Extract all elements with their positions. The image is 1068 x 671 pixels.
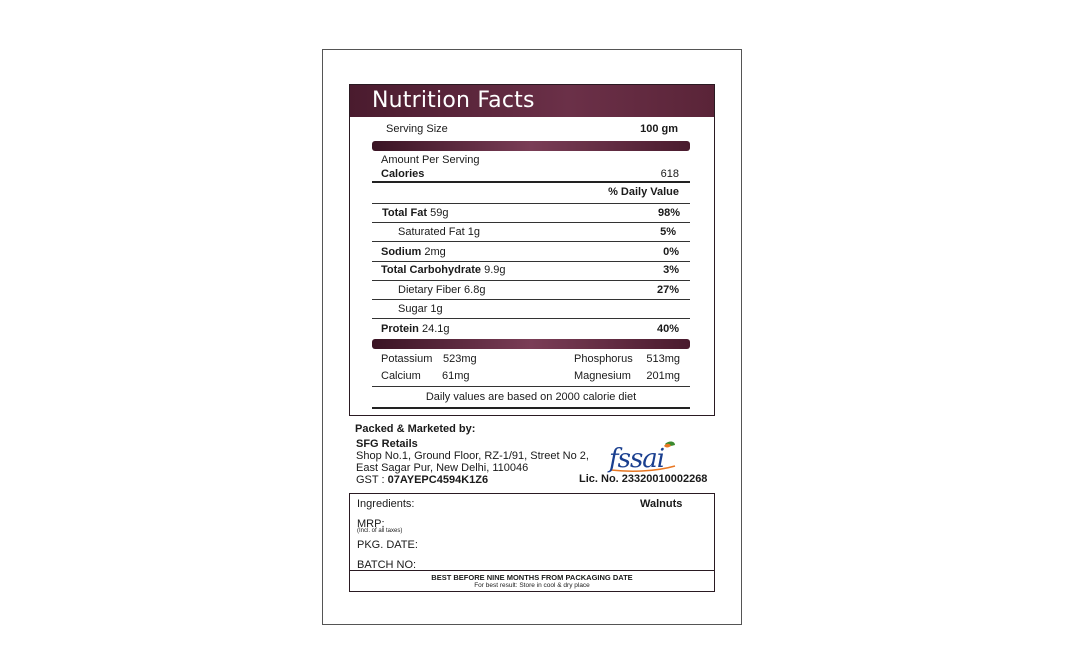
- divider-line: [372, 241, 690, 242]
- nutrient-label: Dietary Fiber: [398, 284, 465, 296]
- divider-line: [372, 318, 690, 319]
- divider-line: [350, 570, 714, 571]
- daily-value-header: % Daily Value: [608, 186, 679, 198]
- divider-line: [372, 222, 690, 223]
- fssai-wordmark: fssai: [609, 444, 665, 474]
- nutrient-label: Protein: [381, 323, 422, 335]
- nutrient-daily-value: 0%: [663, 246, 679, 258]
- mrp-note: (Incl. of all taxes): [357, 528, 403, 534]
- nutrient-amount: 24.1g: [421, 323, 450, 335]
- nutrient-amount: 6.8g: [464, 284, 486, 296]
- nutrient-daily-value: 5%: [660, 226, 676, 238]
- nutrition-facts-title: Nutrition Facts: [372, 88, 535, 113]
- gst-label: GST :: [356, 474, 388, 486]
- mineral-calcium: [381, 369, 521, 383]
- mineral-label: Calcium: [381, 370, 421, 382]
- divider-bar-bottom: [372, 339, 690, 349]
- calories-label: Calories: [381, 168, 425, 180]
- divider-line: [372, 386, 690, 387]
- nutrient-daily-value: 27%: [656, 284, 679, 296]
- product-info-box: [349, 493, 715, 592]
- serving-size-value: 100 gm: [640, 123, 678, 135]
- mineral-label: Magnesium: [574, 370, 631, 382]
- nutrient-amount: 9.9g: [484, 264, 506, 276]
- gst-row: [356, 474, 488, 486]
- nutrition-facts-panel: [349, 84, 715, 416]
- divider-line: [372, 203, 690, 204]
- batch-label: BATCH NO:: [357, 559, 417, 571]
- nutrient-amount: 2mg: [424, 246, 446, 258]
- nutrient-label: Sodium: [381, 246, 425, 258]
- mineral-label: Phosphorus: [574, 353, 633, 365]
- nutrient-daily-value: 40%: [656, 323, 679, 335]
- nutrient-row-total-fat: [382, 206, 680, 220]
- daily-value-footnote: Daily values are based on 2000 calorie diet: [425, 391, 637, 403]
- nutrient-amount: 1g: [430, 303, 443, 315]
- nutrient-amount: 59g: [430, 207, 449, 219]
- nutrient-row-sodium: [381, 245, 679, 259]
- divider-line: [372, 280, 690, 281]
- mineral-value: 201mg: [646, 370, 680, 382]
- nutrient-label: Saturated Fat: [398, 226, 468, 238]
- best-before-text: BEST BEFORE NINE MONTHS FROM PACKAGING DATE: [431, 573, 633, 582]
- mineral-value: 523mg: [443, 353, 477, 365]
- divider-line: [372, 299, 690, 300]
- nutrient-amount: 1g: [467, 226, 480, 238]
- mineral-magnesium: [574, 369, 680, 383]
- mineral-value: 61mg: [442, 370, 470, 382]
- address-line-2: East Sagar Pur, New Delhi, 110046: [356, 462, 529, 474]
- mineral-potassium: [381, 352, 521, 366]
- mineral-phosphorus: [574, 352, 680, 366]
- serving-size-label: Serving Size: [386, 123, 448, 135]
- nutrient-label: Total Fat: [382, 207, 431, 219]
- gst-value: 07AYEPC4594K1Z6: [387, 474, 489, 486]
- product-label: [322, 49, 742, 625]
- nutrient-daily-value: 3%: [663, 264, 679, 276]
- divider-bar-top: [372, 141, 690, 151]
- calories-value: 618: [660, 168, 679, 180]
- ingredients-value: Walnuts: [640, 498, 683, 510]
- address-line-1: Shop No.1, Ground Floor, RZ-1/91, Street No 2,: [356, 450, 589, 462]
- nutrient-label: Sugar: [398, 303, 431, 315]
- divider-line: [372, 181, 690, 183]
- company-name: SFG Retails: [356, 438, 418, 450]
- nutrient-row-protein: [381, 322, 679, 336]
- divider-line: [372, 407, 690, 409]
- serving-size-row: [386, 122, 678, 136]
- ingredients-label: Ingredients:: [357, 498, 415, 510]
- mineral-value: 513mg: [646, 353, 680, 365]
- nutrient-row-dietary-fiber: [398, 283, 679, 297]
- fssai-logo: [609, 440, 679, 474]
- mineral-label: Potassium: [381, 353, 433, 365]
- license-number: Lic. No. 23320010002268: [579, 473, 708, 485]
- amount-per-serving-label: Amount Per Serving: [381, 154, 480, 166]
- nutrient-label: Total Carbohydrate: [381, 264, 485, 276]
- nutrient-row-total-carbohydrate: [381, 263, 679, 277]
- storage-note: For best result: Store in cool & dry place: [474, 582, 590, 589]
- calories-row: [381, 167, 679, 181]
- nutrition-facts-header: [350, 85, 714, 117]
- nutrient-daily-value: 98%: [657, 207, 680, 219]
- pkg-date-label: PKG. DATE:: [357, 539, 418, 551]
- packed-by-heading: Packed & Marketed by:: [355, 423, 476, 435]
- nutrient-row-sugar: [398, 302, 679, 316]
- mrp-label: MRP:: [357, 518, 385, 530]
- nutrient-row-saturated-fat: [398, 225, 676, 239]
- divider-line: [372, 261, 690, 262]
